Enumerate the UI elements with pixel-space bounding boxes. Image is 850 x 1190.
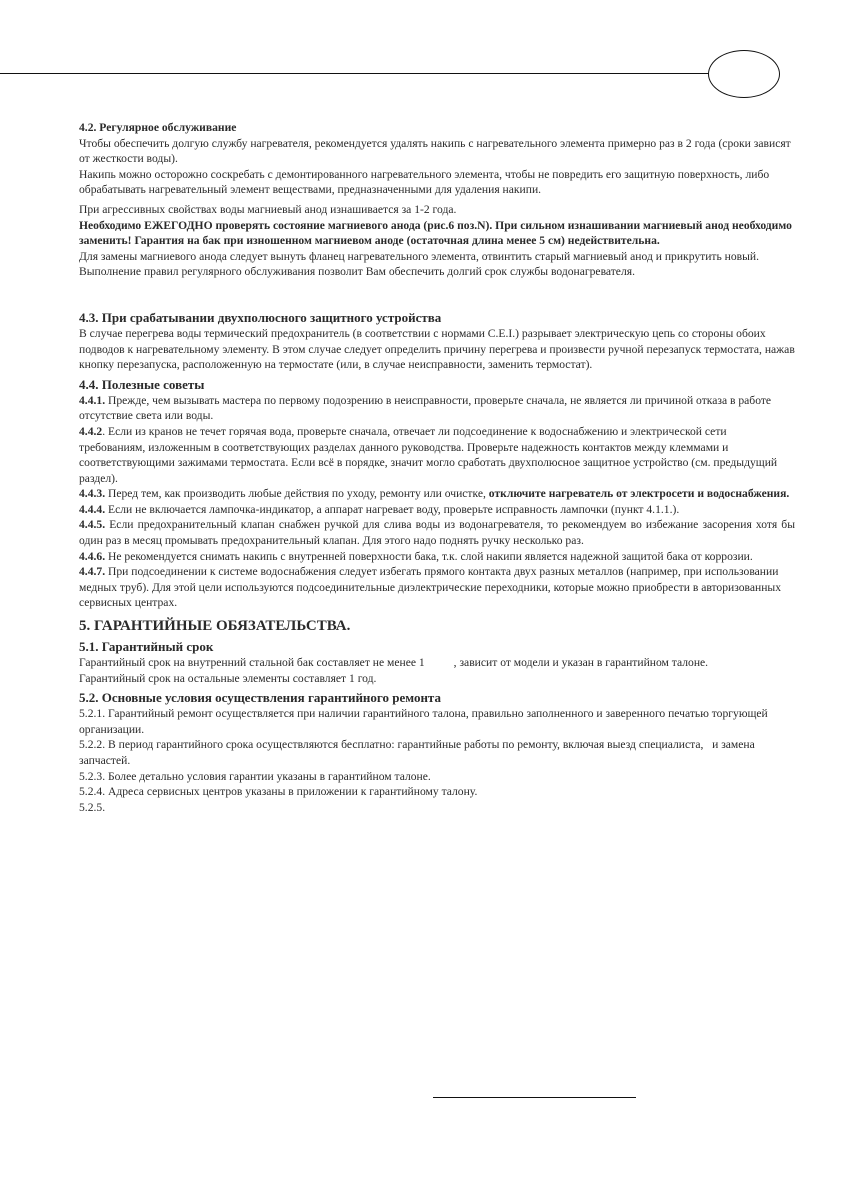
tip-text: . Если из кранов не течет горячая вода, проверьте сначала, отвечает ли подсоединение к водоснабжению и электрической сети требованиям, изложенным в соответствующих разделах данного руководства. Проверьте надежность контактов между клеммами и соответствующими зажимами термостата. Если всё в порядке, значит могло сработать двухполюсное защитное устройство (см. предыдущий раздел). — [79, 424, 778, 485]
tip-4-4-3 — [79, 486, 795, 502]
section-5-1-title: 5.1. Гарантийный срок — [79, 639, 214, 655]
tip-4-4-4 — [79, 502, 795, 518]
section-4-2-para-5: Для замены магниевого анода следует вынуть фланец нагревательного элемента, отвинтить старый магниевый анод и прикрутить новый. — [79, 249, 760, 263]
section-4-2-para-1: Чтобы обеспечить долгую службу нагревателя, рекомендуется удалять накипь с нагревательного элемента примерно раз в 2 года (сроки зависят от жесткости воды). — [79, 136, 791, 166]
tip-number: 4.4.5. — [79, 518, 106, 532]
tip-text: Прежде, чем вызывать мастера по первому подозрению в неисправности, проверьте сначала, не является ли причиной отказа в работе отсутствие света или воды. — [79, 393, 772, 423]
section-5-2-title: 5.2. Основные условия осуществления гарантийного ремонта — [79, 690, 441, 706]
section-5-2-3: 5.2.3. Более детально условия гарантии указаны в гарантийном талоне. — [79, 769, 431, 783]
section-5-1-para-1: Гарантийный срок на внутренний стальной бак составляет не менее 1 , зависит от модели и указан в гарантийном талоне. — [79, 656, 709, 670]
section-4-2-warning: Необходимо ЕЖЕГОДНО проверять состояние магниевого анода (рис.6 поз.N). При сильном изнашивании магниевый анод необходимо заменить! Гарантия на бак при изношенном магниевом аноде (остаточная длина менее 5 см) недействительна. — [79, 218, 792, 248]
section-5-2-1: 5.2.1. Гарантийный ремонт осуществляется при наличии гарантийного талона, правильно заполненного и заверенного печатью торгующей организации. — [79, 707, 768, 736]
tip-number: 4.4.2 — [79, 424, 103, 438]
section-5-title: 5. ГАРАНТИЙНЫЕ ОБЯЗАТЕЛЬСТВА. — [79, 618, 351, 635]
section-4-4-title: 4.4. Полезные советы — [79, 376, 205, 392]
section-5-2-4: 5.2.4. Адреса сервисных центров указаны в приложении к гарантийному талону. — [79, 785, 478, 799]
tip-number: 4.4.1. — [79, 393, 106, 407]
tip-emphasis: отключите нагреватель от электросети и водоснабжения. — [488, 487, 790, 501]
header-rule — [0, 73, 712, 74]
section-5-1-para-2: Гарантийный срок на остальные элементы составляет 1 год. — [79, 671, 377, 685]
section-4-3-para-1: В случае перегрева воды термический предохранитель (в соответствии с нормами C.E.I.) разрывает электрическую цепь со стороны обоих подводов к нагревательному элементу. В этом случае следует определить причину перегрева и произвести ручной перезапуск термостата, нажав кнопку перезапуска, расположенную на термостате (или, в случае неисправности, заменить термостат). — [79, 326, 795, 372]
tip-text: Если не включается лампочка-индикатор, а аппарат нагревает воду, проверьте исправность лампочки (пункт 4.1.1.). — [105, 502, 680, 516]
tip-number: 4.4.6. — [79, 549, 106, 563]
tip-number: 4.4.4. — [79, 502, 106, 516]
footer-rule — [433, 1097, 636, 1098]
section-5-2-2: 5.2.2. В период гарантийного срока осуществляются бесплатно: гарантийные работы по ремонту, включая выезд специалиста, и замена запчастей. — [79, 738, 758, 767]
tip-4-4-2 — [79, 424, 795, 486]
page-content — [79, 120, 795, 815]
tip-text: При подсоединении к системе водоснабжения следует избегать прямого контакта двух разных металлов (например, при использовании медных труб). Для этой цели используются подсоединительные диэлектрические переходники, которые можно приобрести в авторизованных сервисных центрах. — [79, 565, 782, 610]
tip-text: Не рекомендуется снимать накипь с внутренней поверхности бака, т.к. слой накипи является надежной защитой бака от коррозии. — [105, 549, 753, 563]
tip-4-4-6 — [79, 549, 795, 565]
tip-4-4-7 — [79, 564, 795, 611]
section-4-2-para-6: Выполнение правил регулярного обслуживания позволит Вам обеспечить долгий срок службы водонагревателя. — [79, 265, 635, 279]
tip-text: Перед тем, как производить любые действия по уходу, ремонту или очистке, — [105, 487, 489, 501]
section-4-2-para-3: При агрессивных свойствах воды магниевый анод изнашивается за 1-2 года. — [79, 202, 457, 216]
tip-text: Если предохранительный клапан снабжен ручкой для слива воды из водонагревателя, то рекомендуем во избежание засорения хотя бы один раз в месяц промывать предохранительный клапан. Для этого надо поднять ручку несколько раз. — [79, 518, 795, 548]
section-4-2-para-2: Накипь можно осторожно соскребать с демонтированного нагревательного элемента, чтобы не повредить его защитную поверхность, либо обрабатывать нагревательный элемент веществами, предназначенными для удаления накипи. — [79, 167, 770, 197]
tip-number: 4.4.7. — [79, 565, 106, 579]
page-number-oval — [708, 50, 780, 98]
tip-4-4-5 — [79, 517, 795, 548]
section-4-2-title: 4.2. Регулярное обслуживание — [79, 121, 237, 134]
section-4-3-title: 4.3. При срабатывании двухполюсного защитного устройства — [79, 309, 442, 325]
tip-4-4-1 — [79, 393, 795, 424]
section-5-2-5: 5.2.5. — [79, 800, 106, 814]
tip-number: 4.4.3. — [79, 487, 106, 501]
